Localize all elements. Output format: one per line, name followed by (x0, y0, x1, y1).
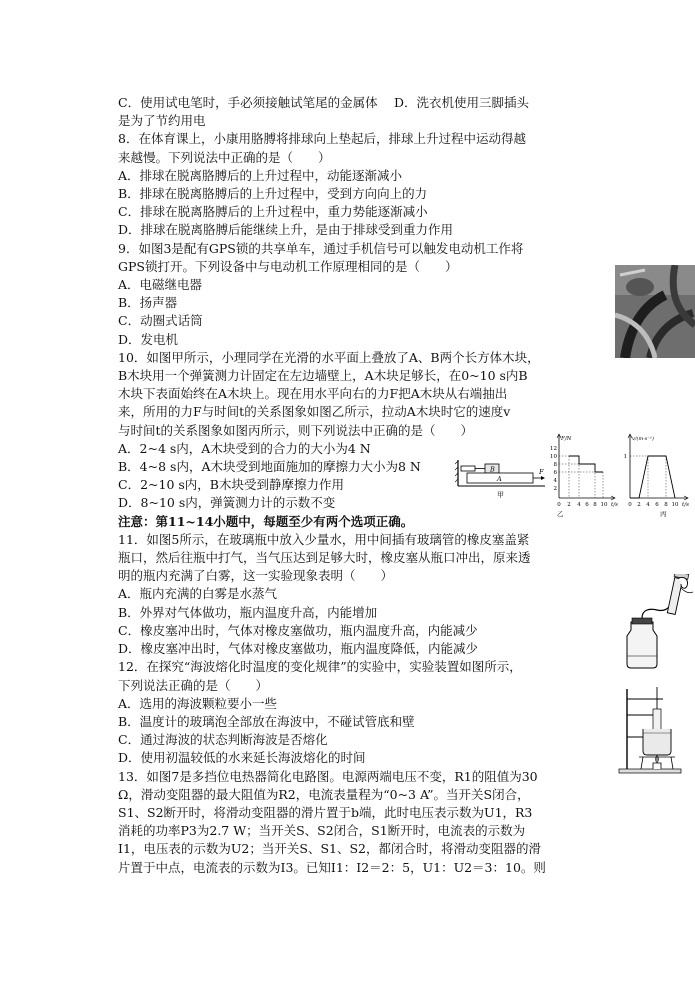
option-d: D．排球在脱离胳膊后能继续上升，是由于排球受到重力作用 (118, 222, 454, 238)
figure-bing-caption: 丙 (660, 510, 667, 518)
option-c: C．2~10 s内，B木块受到静摩擦力作用 (118, 477, 344, 493)
yi-ylabel: F/N (561, 436, 572, 442)
bing-xtick: 8 (664, 502, 668, 508)
bing-ylabel: v/(m·s⁻¹) (632, 436, 654, 442)
figure-jia-caption: 甲 (497, 491, 504, 499)
figure-jia (455, 456, 547, 501)
bing-xtick: 0 (628, 502, 632, 508)
option-d: D．8~10 s内，弹簧测力计的示数不变 (118, 495, 336, 511)
text-line: C．使用试电笔时，手必须接触试笔尾的金属体 D．洗衣机使用三脚插头 (118, 95, 530, 110)
text-line: 是为了节约用电 (118, 113, 206, 129)
text-line: B木块用一个弹簧测力计固定在左边墙壁上，A木块足够长，在0~10 s内B (118, 368, 528, 384)
yi-ytick: 10 (550, 454, 557, 460)
force-label: F (539, 468, 544, 476)
text-line: 消耗的功率P3为2.7 W；当开关S、S2闭合，S1断开时，电流表的示数为 (118, 823, 526, 839)
yi-xticks (557, 502, 608, 508)
option-b: B．扬声器 (118, 295, 178, 311)
text-line: 来越慢。下列说法中正确的是（ ） (118, 149, 331, 165)
yi-xtick: 6 (585, 502, 589, 508)
option-a: A．电磁继电器 (118, 277, 203, 293)
bing-xtick: 2 (637, 502, 641, 508)
option-c: C．排球在脱离胳膊后的上升过程中，重力势能逐渐减小 (118, 204, 428, 220)
option-a: A．瓶内充满的白雾是水蒸气 (118, 586, 278, 602)
yi-ytick: 8 (553, 462, 557, 468)
notice-line: 注意：第11~14小题中，每题至少有两个选项正确。 (118, 513, 414, 529)
yi-xtick: 10 (600, 502, 608, 508)
figure-yi (547, 432, 619, 518)
block-a-label: A (497, 475, 502, 483)
option-c: C．通过海波的状态判断海波是否熔化 (118, 732, 328, 748)
text-line: GPS锁打开。下列设备中与电动机工作原理相同的是（ ） (118, 258, 458, 274)
text-line: 木块下表面始终在A木块上。现在用水平向右的力F把A木块从右端抽出 (118, 386, 508, 402)
option-b: B．4~8 s内，A木块受到地面施加的摩擦力大小为8 N (118, 459, 421, 475)
bottle-pump-figure (623, 574, 693, 670)
text-line: I1，电压表的示数为U2；当开关S、S1、S2，都闭合时，将滑动变阻器的滑 (118, 841, 541, 857)
question-10-line: 10．如图甲所示，小理同学在光滑的水平面上叠放了A、B两个长方体木块， (118, 349, 540, 365)
option-c: C．动圈式话筒 (118, 313, 203, 329)
yi-ytick: 4 (553, 478, 557, 484)
bing-xtick: 4 (646, 502, 650, 508)
option-d: D．橡皮塞冲出时，气体对橡皮塞做功，瓶内温度降低，内能减少 (118, 641, 479, 657)
option-c: C．橡皮塞冲出时，气体对橡皮塞做功，瓶内温度升高，内能减少 (118, 622, 478, 638)
text-line: 片置于中点，电流表的示数为I3。已知I1：I2＝2：5，U1：U2＝3：10。则 (118, 859, 546, 875)
option-b: B．排球在脱离胳膊后的上升过程中，受到方向向上的力 (118, 186, 428, 202)
question-8-line: 8．在体育课上，小康用胳膊将排球向上垫起后，排球上升过程中运动得越 (118, 131, 526, 147)
option-d: D．发电机 (118, 331, 179, 347)
bing-xtick: 10 (671, 502, 679, 508)
yi-xtick: 2 (567, 502, 571, 508)
text-line: 明的瓶内充满了白雾，这一实验现象表明（ ） (118, 568, 394, 584)
figure-yi-caption: 乙 (557, 510, 564, 518)
text-line: 下列说法正确的是（ ） (118, 677, 269, 693)
yi-xtick: 8 (593, 502, 597, 508)
bing-xticks (628, 502, 679, 508)
yi-ytick: 6 (553, 470, 557, 476)
melting-apparatus-figure (617, 685, 683, 775)
question-12-line: 12．在探究“海波熔化时温度的变化规律”的实验中，实验装置如图所示， (118, 659, 522, 675)
bike-photo (615, 265, 695, 358)
yi-xlabel: t/s (611, 502, 618, 508)
question-9-line: 9．如图3是配有GPS锁的共享单车，通过手机信号可以触发电动机工作将 (118, 240, 524, 256)
block-b-label: B (490, 465, 495, 474)
text-line: S1、S2断开时，将滑动变阻器的滑片置于b端，此时电压表示数为U1，R3 (118, 804, 533, 820)
option-a: A．排球在脱离胳膊后的上升过程中，动能逐渐减小 (118, 167, 403, 183)
option-b: B．外界对气体做功，瓶内温度升高，内能增加 (118, 604, 378, 620)
option-b: B．温度计的玻璃泡全部放在海波中，不碰试管底和壁 (118, 713, 415, 729)
yi-yticks (550, 446, 558, 492)
text-line: 与时间t的关系图象如图丙所示，则下列说法中正确的是（ ） (118, 422, 474, 438)
yi-xtick: 0 (557, 502, 561, 508)
bing-xtick: 6 (655, 502, 659, 508)
yi-ytick: 2 (553, 486, 557, 492)
bing-xlabel: t/s (682, 502, 689, 508)
text-line: 瓶口，然后往瓶中打气，当气压达到足够大时，橡皮塞从瓶口冲出，原来透 (118, 550, 531, 566)
question-11-line: 11．如图5所示，在玻璃瓶中放入少量水，用中间插有玻璃管的橡皮塞盖紧 (118, 531, 530, 547)
text-line: 来，所用的力F与时间t的关系图象如图乙所示，拉动A木块时它的速度v (118, 404, 511, 420)
option-a: A．选用的海波颗粒要小一些 (118, 695, 278, 711)
text-line: Ω，滑动变阻器的最大阻值为R2，电流表量程为“0~3 A”。当开关S闭合， (118, 786, 530, 802)
bing-velocity-line (630, 456, 675, 498)
question-13-line: 13．如图7是多挡位电热器简化电路图。电源两端电压不变，R1的阻值为30 (118, 768, 538, 784)
option-d: D．使用初温较低的水来延长海波熔化的时间 (118, 750, 366, 766)
yi-xtick: 4 (577, 502, 581, 508)
option-a: A．2~4 s内，A木块受到的合力的大小为4 N (118, 440, 371, 456)
bing-ytick: 1 (623, 454, 627, 460)
yi-ytick: 12 (550, 446, 557, 452)
figure-bing (620, 432, 692, 518)
